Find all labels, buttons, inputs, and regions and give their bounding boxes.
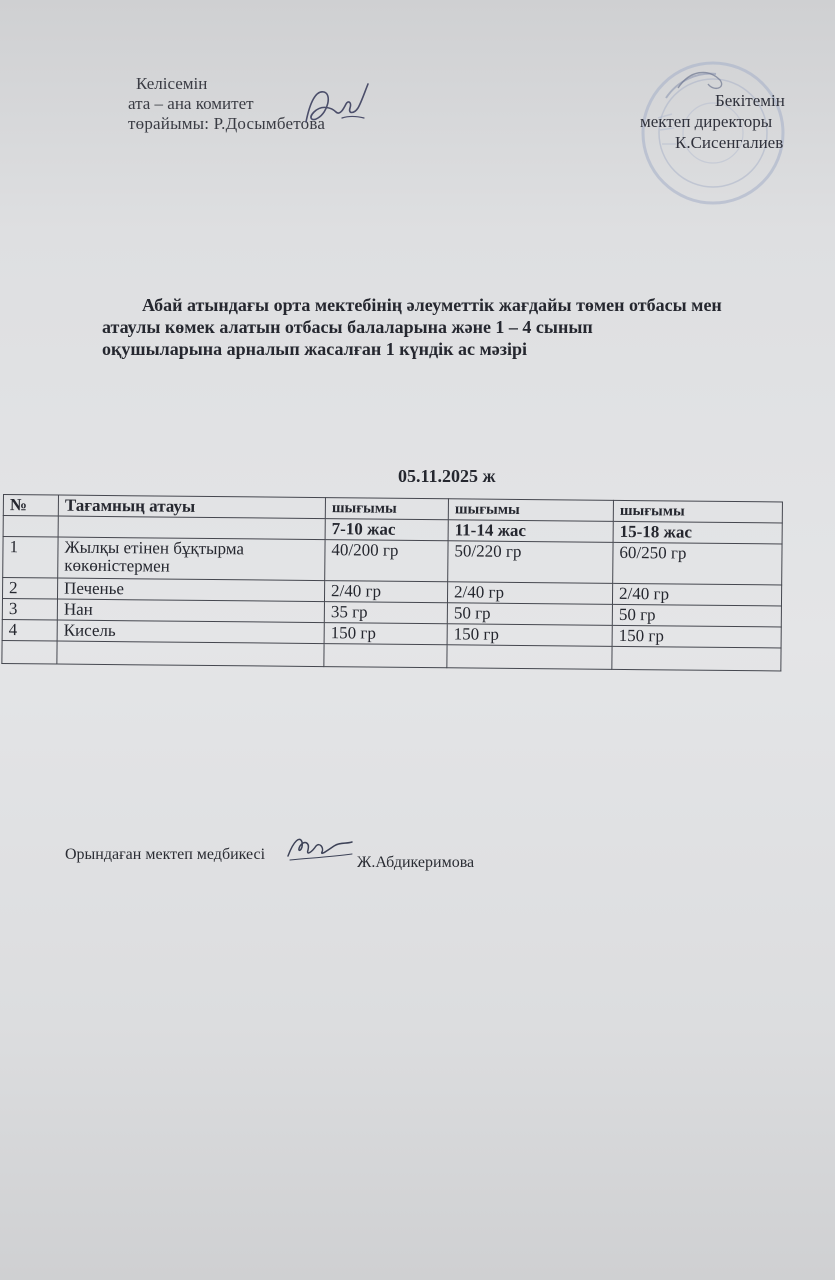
- row-number: 3: [2, 599, 57, 621]
- approval-right-line2: мектеп директоры: [640, 112, 773, 131]
- title-line3: оқушыларына арналып жасалған 1 күндік ас мәзірі: [102, 339, 527, 359]
- yield-15-18: 2/40 гр: [612, 583, 781, 606]
- nurse-label: Орындаған мектеп медбикесі: [65, 846, 266, 863]
- table-cell: [3, 516, 58, 538]
- header-number: №: [3, 495, 58, 517]
- age-group-1: 7-10 жас: [325, 519, 448, 541]
- table-cell: [612, 646, 781, 671]
- dish-name: Нан: [57, 599, 324, 623]
- dish-name: Печенье: [57, 578, 324, 602]
- row-number: 4: [2, 619, 57, 641]
- parent-committee-approval: [128, 74, 325, 134]
- row-number: 1: [3, 537, 58, 579]
- title-line2: атаулы көмек алатын отбасы балаларына және 1 – 4 сынып: [102, 317, 593, 337]
- yield-11-14: 50 гр: [447, 603, 612, 626]
- approval-left-line2: ата – ана комитет: [128, 94, 254, 113]
- header-yield-2: шығымы: [448, 499, 613, 522]
- menu-date: 05.11.2025 ж: [398, 466, 496, 486]
- table-cell: [2, 640, 57, 664]
- yield-11-14: 2/40 гр: [447, 582, 612, 605]
- table-cell: [324, 644, 447, 668]
- nurse-name: Ж.Абдикеримова: [357, 854, 475, 871]
- approval-right-line1: Бекітемін: [715, 91, 785, 110]
- document-title: [102, 294, 822, 360]
- yield-11-14: 150 гр: [447, 624, 612, 647]
- header-dish-name: Тағамның атауы: [58, 495, 325, 519]
- menu-table: [1, 494, 783, 671]
- approval-left-line3: төрайымы: Р.Досымбетова: [128, 114, 326, 133]
- chair-signature: [298, 78, 373, 133]
- dish-name: Кисель: [57, 620, 324, 644]
- yield-7-10: 40/200 гр: [325, 540, 448, 582]
- yield-15-18: 50 гр: [612, 604, 781, 627]
- approval-left-line1: Келісемін: [136, 74, 208, 93]
- table-cell: [57, 641, 324, 667]
- age-group-2: 11-14 жас: [448, 520, 613, 543]
- dish-name: Жылқы етінен бұқтырма көкөністермен: [58, 537, 325, 581]
- age-group-3: 15-18 жас: [613, 521, 782, 544]
- title-line1: Абай атындағы орта мектебінің әлеуметтік жағдайы төмен отбасы мен: [142, 295, 722, 315]
- yield-11-14: 50/220 гр: [448, 541, 613, 584]
- yield-7-10: 2/40 гр: [324, 581, 447, 603]
- header-yield-1: шығымы: [325, 498, 448, 520]
- approval-right-line3: К.Сисенгалиев: [675, 133, 784, 152]
- yield-7-10: 150 гр: [324, 623, 447, 645]
- header-yield-3: шығымы: [613, 500, 782, 523]
- yield-15-18: 150 гр: [612, 625, 781, 648]
- nurse-signature: [284, 832, 356, 866]
- yield-7-10: 35 гр: [324, 602, 447, 624]
- row-number: 2: [2, 578, 57, 600]
- table-cell: [447, 645, 612, 670]
- director-approval: [640, 90, 785, 153]
- yield-15-18: 60/250 гр: [613, 542, 782, 585]
- table-cell: [58, 516, 325, 540]
